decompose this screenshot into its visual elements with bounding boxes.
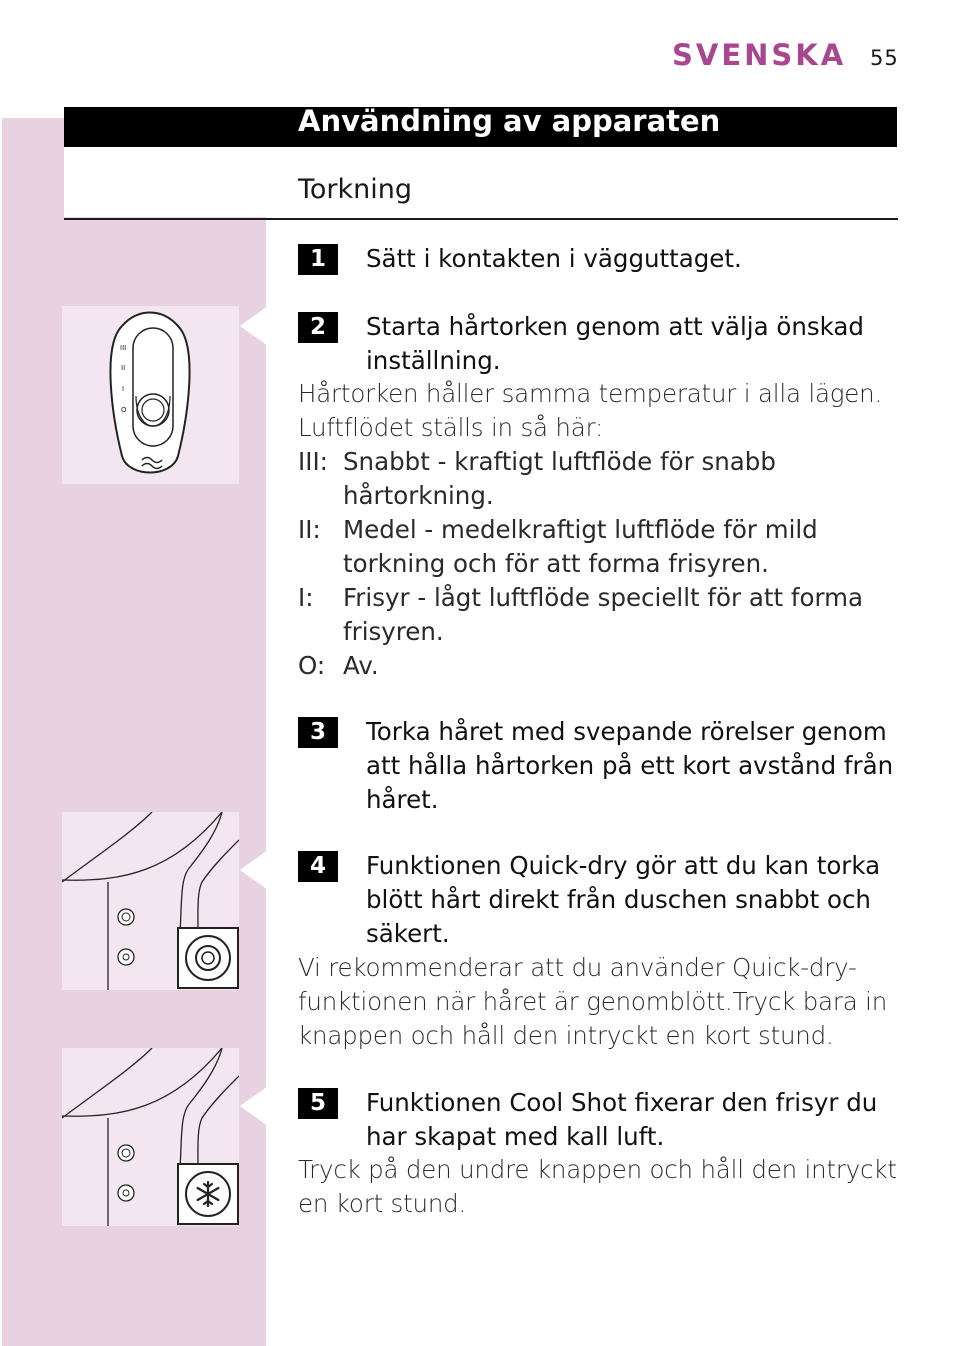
pointer-arrow: [240, 1086, 268, 1126]
step-5-text: Funktionen Cool Shot fixerar den frisyr du har skapat med kall luft.: [366, 1088, 878, 1151]
pointer-arrow: [240, 306, 268, 346]
step-2-text: Starta hårtorken genom att välja önskad inställning.: [366, 312, 864, 375]
step-4-text: Funktionen Quick-dry gör att du kan torka blött hårt direkt från duschen snabbt och säkert.: [366, 851, 881, 948]
switch-mark-0: O: [121, 406, 127, 414]
section-subtitle: Torkning: [298, 174, 413, 205]
option-key: I:: [298, 583, 314, 612]
airflow-option: O: Av.: [298, 649, 898, 683]
step-2-notes: Hårtorken håller samma temperatur i alla lägen. Luftflödet ställs in så här:: [298, 379, 883, 442]
switch-illustration: [62, 306, 239, 484]
language-label: SVENSKA: [672, 38, 847, 72]
step-number-4: 4: [298, 851, 338, 882]
option-key: III:: [298, 447, 328, 476]
step-1-text: Sätt i kontakten i vägguttaget.: [366, 244, 742, 273]
step-number-1: 1: [298, 244, 338, 275]
step-number-5: 5: [298, 1088, 338, 1119]
step-4-notes: Vi rekommenderar att du använder Quick-dry- funktionen när håret är genomblött.Tryck bara in knappen och håll den intryckt en kort stund.: [298, 953, 888, 1050]
option-key: II:: [298, 515, 321, 544]
snowflake-icon: [62, 1048, 239, 1226]
divider: [64, 218, 898, 220]
option-key: O:: [298, 651, 326, 680]
section-title: Användning av apparaten: [298, 104, 721, 138]
switch-mark-2: II: [121, 364, 126, 372]
airflow-option: III: Snabbt - kraftigt luftflöde för snabb hårtorkning.: [298, 445, 898, 513]
cool-shot-illustration: [62, 1048, 239, 1226]
quick-dry-button-icon: [62, 812, 239, 990]
step-number-2: 2: [298, 312, 338, 343]
slide-switch-icon: [62, 306, 239, 484]
quick-dry-illustration: [62, 812, 239, 990]
pointer-arrow: [240, 850, 268, 890]
page-number: 55: [870, 46, 899, 70]
airflow-option: II: Medel - medelkraftigt luftflöde för mild torkning och för att forma frisyren.: [298, 513, 898, 581]
step-3-text: Torka håret med svepande rörelser genom att hålla hårtorken på ett kort avstånd från håret.: [366, 717, 894, 814]
switch-mark-1: I: [122, 385, 125, 393]
airflow-option: I: Frisyr - lågt luftflöde speciellt för att forma frisyren.: [298, 581, 898, 649]
step-5-notes: Tryck på den undre knappen och håll den intryckt en kort stund.: [298, 1155, 897, 1218]
airflow-options-list: [298, 445, 898, 683]
step-number-3: 3: [298, 717, 338, 748]
switch-mark-3: III: [120, 344, 127, 352]
